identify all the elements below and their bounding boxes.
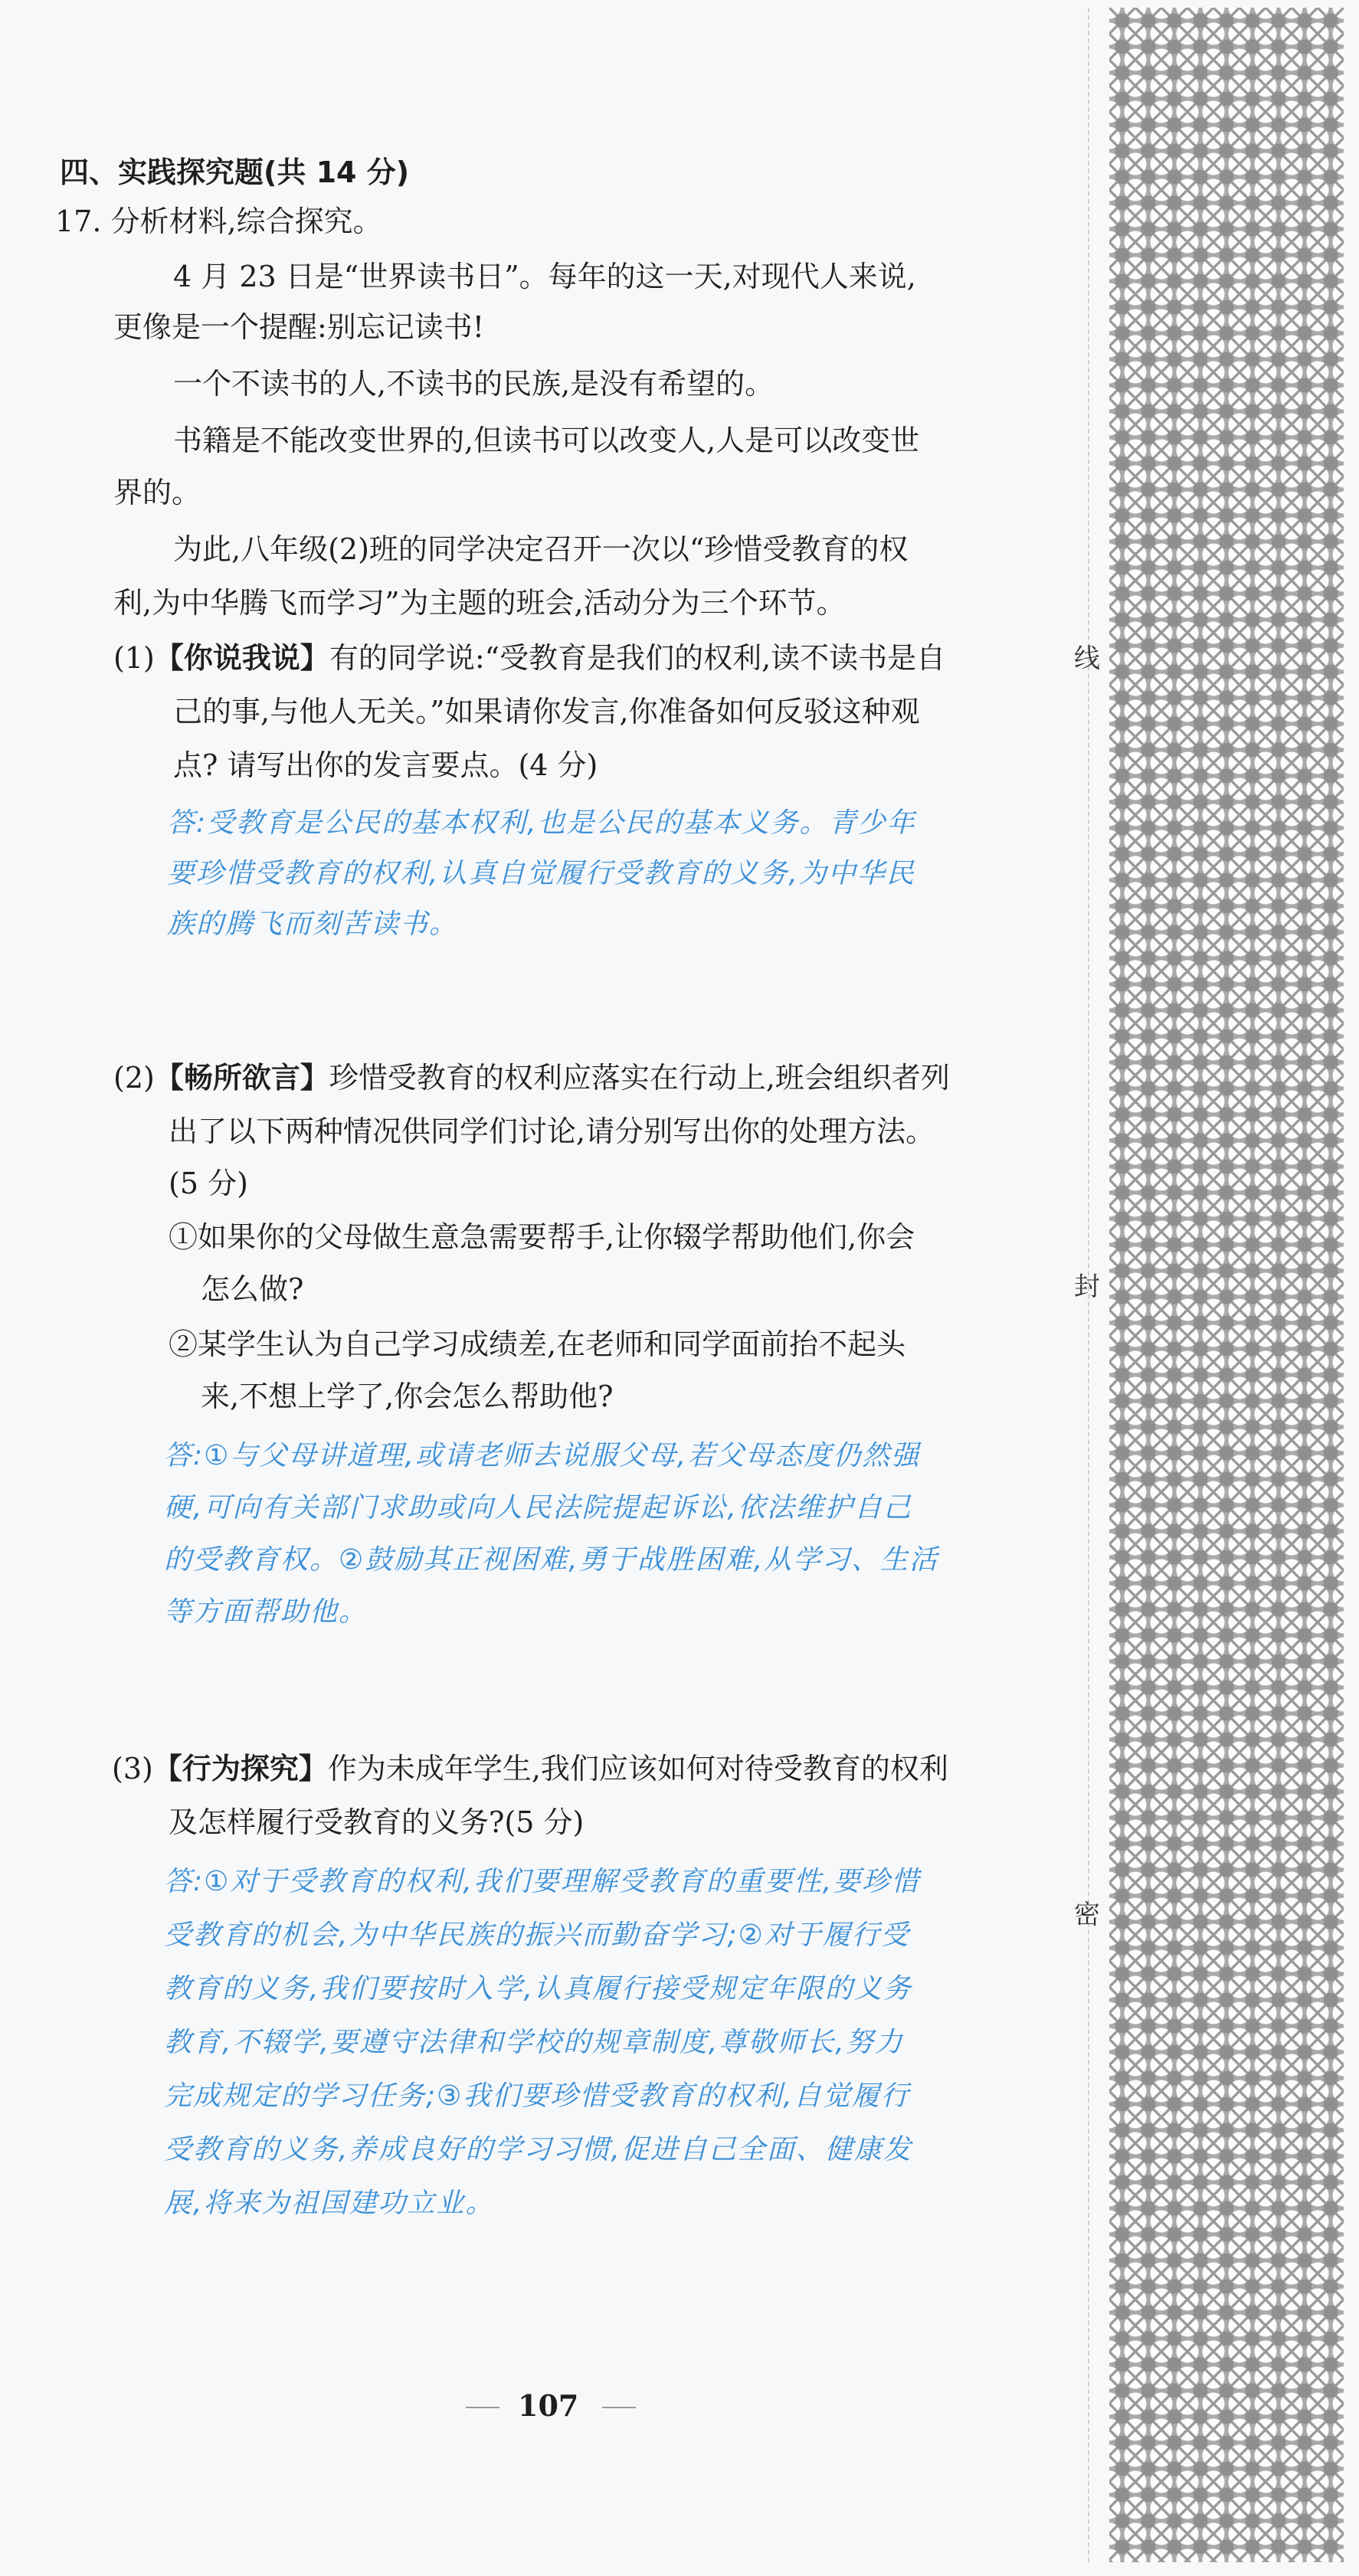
part1-tag: 【你说我说】 xyxy=(154,641,329,675)
part2-answer-line-3: 的受教育权。②鼓励其正视困难,勇于战胜困难,从学习、生活 xyxy=(164,1544,939,1576)
material-paragraph-1-line-2: 更像是一个提醒:别忘记读书! xyxy=(113,310,485,344)
part3-answer-line-5: 完成规定的学习任务;③我们要珍惜受教育的权利,自觉履行 xyxy=(164,2080,910,2112)
part1-answer-line-3: 族的腾飞而刻苦读书。 xyxy=(167,908,459,940)
binding-margin-pattern xyxy=(1109,8,1344,2562)
part2-item2-line-1: ②某学生认为自己学习成绩差,在老师和同学面前抬不起头 xyxy=(169,1327,906,1361)
part2-number: (2) xyxy=(113,1061,155,1095)
part2-text-1: 珍惜受教育的权利应落实在行动上,班会组织者列 xyxy=(329,1061,950,1095)
part1-number: (1) xyxy=(113,641,155,675)
part2-line-3: (5 分) xyxy=(169,1167,248,1200)
material-paragraph-1-line-1: 4 月 23 日是“世界读书日”。每年的这一天,对现代人来说, xyxy=(173,260,916,293)
material-paragraph-4-line-2: 利,为中华腾飞而学习”为主题的班会,活动分为三个环节。 xyxy=(113,586,846,620)
question-title: 17. 分析材料,综合探究。 xyxy=(55,205,382,238)
material-paragraph-2: 一个不读书的人,不读书的民族,是没有希望的。 xyxy=(173,367,774,401)
part1-text-1: 有的同学说:“受教育是我们的权利,读不读书是自 xyxy=(329,641,946,675)
part2-answer-line-4: 等方面帮助他。 xyxy=(164,1596,368,1628)
part3-answer-line-1: 答:①对于受教育的权利,我们要理解受教育的重要性,要珍惜 xyxy=(164,1866,921,1897)
part2-answer-line-2: 硬,可向有关部门求助或向人民法院提起诉讼,依法维护自己 xyxy=(164,1492,912,1524)
part3-number: (3) xyxy=(112,1752,153,1786)
part3-text-1: 作为未成年学生,我们应该如何对待受教育的权利 xyxy=(327,1752,948,1786)
page-number-dash-right xyxy=(602,2407,636,2408)
material-paragraph-3-line-1: 书籍是不能改变世界的,但读书可以改变人,人是可以改变世 xyxy=(173,424,920,457)
part2-item1-line-2: 怎么做? xyxy=(201,1272,304,1306)
part2-line-2: 出了以下两种情况供同学们讨论,请分别写出你的处理方法。 xyxy=(169,1115,935,1148)
part3-line-1 xyxy=(112,1751,948,1786)
part3-answer-line-3: 教育的义务,我们要按时入学,认真履行接受规定年限的义务 xyxy=(164,1973,912,2005)
part1-line-2: 己的事,与他人无关。”如果请你发言,你准备如何反驳这种观 xyxy=(173,695,920,728)
section-heading: 四、实践探究题(共 14 分) xyxy=(60,155,410,189)
part2-item2-line-2: 来,不想上学了,你会怎么帮助他? xyxy=(201,1380,614,1413)
part3-answer-line-2: 受教育的机会,为中华民族的振兴而勤奋学习;②对于履行受 xyxy=(164,1920,910,1951)
material-paragraph-4-line-1: 为此,八年级(2)班的同学决定召开一次以“珍惜受教育的权 xyxy=(173,532,909,566)
part1-answer-line-1: 答:受教育是公民的基本权利,也是公民的基本义务。青少年 xyxy=(167,807,916,839)
part2-answer-line-1: 答:①与父母讲道理,或请老师去说服父母,若父母态度仍然强 xyxy=(164,1440,921,1471)
page-number: 107 xyxy=(518,2388,579,2423)
part1-line-1 xyxy=(113,640,945,676)
part2-item1-line-1: ①如果你的父母做生意急需要帮手,让你辍学帮助他们,你会 xyxy=(169,1220,915,1254)
margin-label-mi: 密 xyxy=(1074,1900,1100,1930)
part3-tag: 【行为探究】 xyxy=(152,1752,328,1786)
part1-line-3: 点? 请写出你的发言要点。(4 分) xyxy=(173,748,598,782)
part3-line-2: 及怎样履行受教育的义务?(5 分) xyxy=(169,1805,585,1839)
margin-label-feng: 封 xyxy=(1074,1272,1100,1302)
margin-label-xian: 线 xyxy=(1074,643,1100,674)
material-paragraph-3-line-2: 界的。 xyxy=(113,476,201,509)
part1-answer-line-2: 要珍惜受教育的权利,认真自觉履行受教育的义务,为中华民 xyxy=(167,858,915,889)
part2-line-1 xyxy=(113,1060,950,1095)
part3-answer-line-7: 展,将来为祖国建功立业。 xyxy=(164,2188,495,2219)
part2-tag: 【畅所欲言】 xyxy=(154,1061,329,1095)
part3-answer-line-4: 教育,不辍学,要遵守法律和学校的规章制度,尊敬师长,努力 xyxy=(164,2027,904,2058)
part3-answer-line-6: 受教育的义务,养成良好的学习习惯,促进自己全面、健康发 xyxy=(164,2134,912,2165)
page-number-dash-left xyxy=(466,2407,499,2408)
